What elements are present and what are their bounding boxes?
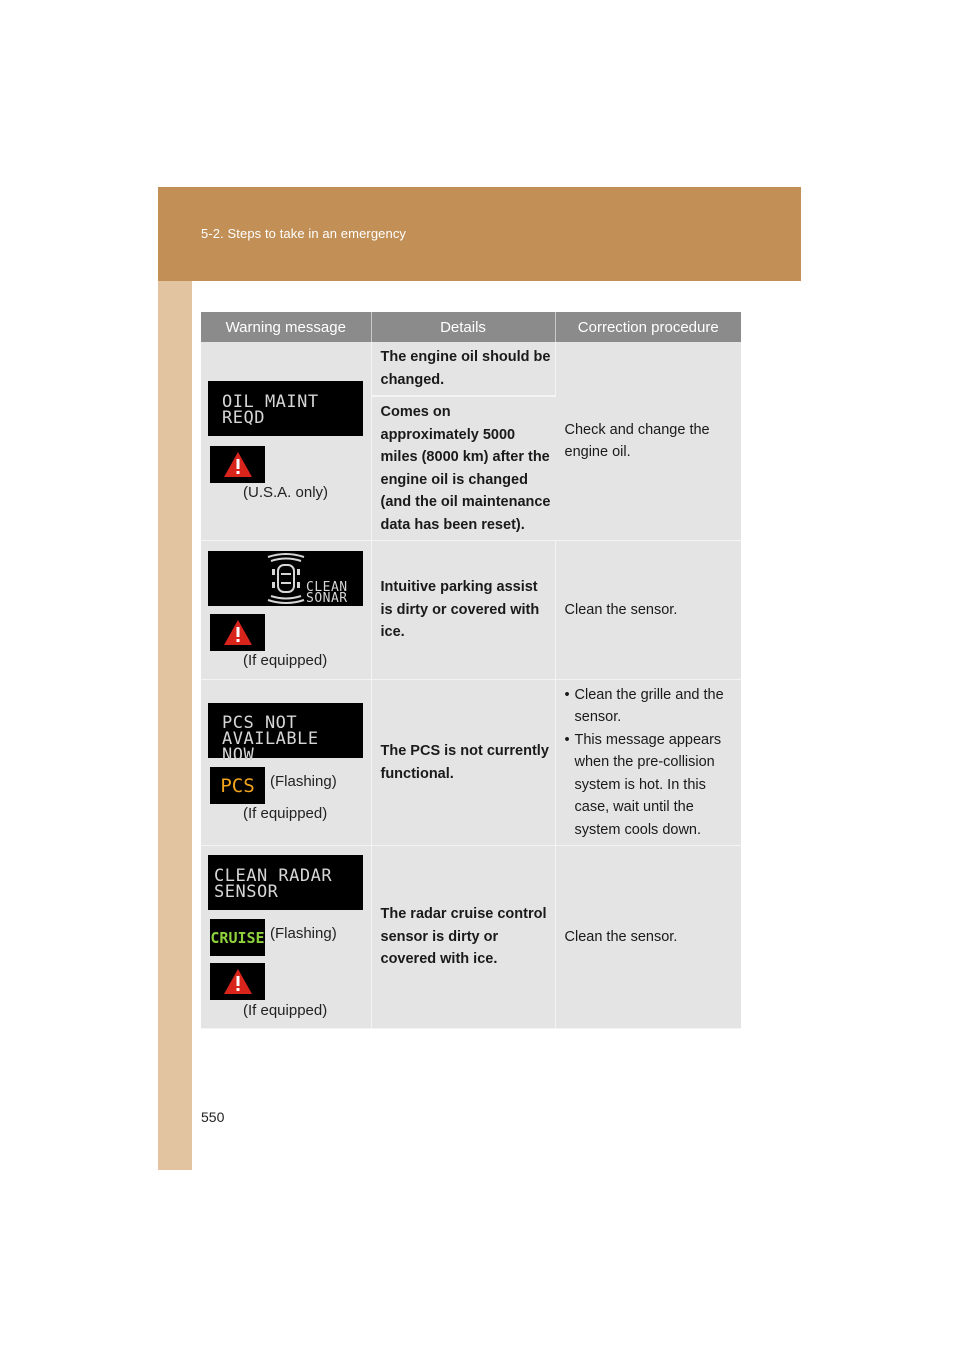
correction-cell — [555, 680, 741, 846]
equipment-note: (If equipped) — [243, 652, 328, 669]
detail-text: The engine oil should be changed. — [380, 349, 551, 388]
correction-cell — [555, 342, 741, 541]
details-cell — [371, 342, 555, 396]
clean-radar-sensor-display: CLEAN RADAR SENSOR — [208, 855, 363, 910]
clean-sonar-text: CLEAN SONAR — [306, 580, 348, 606]
details-cell — [371, 846, 555, 1029]
correction-cell — [555, 846, 741, 1029]
oil-maint-display: OIL MAINT REQD — [208, 381, 363, 436]
pcs-indicator-icon — [210, 767, 265, 804]
warning-message-cell — [201, 846, 371, 1029]
equipment-note: (If equipped) — [243, 805, 328, 822]
pcs-not-available-display: PCS NOT AVAILABLE NOW — [208, 703, 363, 758]
page-number: 550 — [201, 1109, 225, 1125]
clean-sonar-display — [208, 551, 363, 606]
bullet-text: This message appears when the pre-collision system is hot. In this case, wait until the system cools down. — [574, 731, 722, 838]
pcs-indicator-label: PCS — [220, 774, 255, 797]
bullet-mark: • — [564, 686, 570, 703]
side-strip — [158, 187, 192, 1170]
table-row — [201, 541, 741, 680]
equipment-note: (If equipped) — [243, 1002, 328, 1019]
table-row — [201, 846, 741, 1029]
table-header-row — [201, 312, 741, 342]
warning-triangle-icon — [210, 963, 265, 1000]
details-cell — [371, 541, 555, 680]
details-cell — [371, 680, 555, 846]
correction-cell — [555, 541, 741, 680]
table-row — [201, 680, 741, 846]
cruise-indicator-icon — [210, 919, 265, 956]
section-title: 5-2. Steps to take in an emergency — [201, 226, 407, 241]
warning-table — [201, 312, 741, 1029]
correction-list — [556, 684, 742, 842]
warning-message-cell — [201, 342, 371, 541]
region-note: (U.S.A. only) — [243, 484, 329, 501]
detail-text: Intuitive parking assist is dirty or covered with ice. — [380, 579, 540, 641]
column-header-details: Details — [371, 312, 555, 342]
detail-text: The PCS is not currently functional. — [380, 743, 549, 782]
detail-text: The radar cruise control sensor is dirty or covered with ice. — [380, 906, 547, 968]
warning-message-cell — [201, 541, 371, 680]
table-row — [201, 342, 741, 396]
bullet-mark: • — [564, 731, 570, 748]
column-header-warning-message: Warning message — [201, 312, 371, 342]
cruise-indicator-label: CRUISE — [210, 928, 265, 947]
correction-text: Check and change the engine oil. — [564, 421, 710, 460]
correction-text: Clean the sensor. — [564, 928, 678, 945]
warning-message-cell — [201, 680, 371, 846]
warning-triangle-icon — [210, 614, 265, 651]
detail-text: Comes on approximately 5000 miles (8000 km) after the engine oil is changed (and the oil maintenance data has been reset). — [380, 404, 551, 533]
list-item — [565, 729, 738, 842]
bullet-text: Clean the grille and the sensor. — [574, 686, 724, 726]
list-item — [565, 684, 738, 729]
column-header-correction-procedure: Correction procedure — [555, 312, 741, 342]
flashing-note: (Flashing) — [270, 925, 337, 942]
correction-text: Clean the sensor. — [564, 601, 678, 618]
details-cell — [371, 396, 555, 541]
warning-triangle-icon — [210, 446, 265, 483]
flashing-note: (Flashing) — [270, 773, 337, 790]
